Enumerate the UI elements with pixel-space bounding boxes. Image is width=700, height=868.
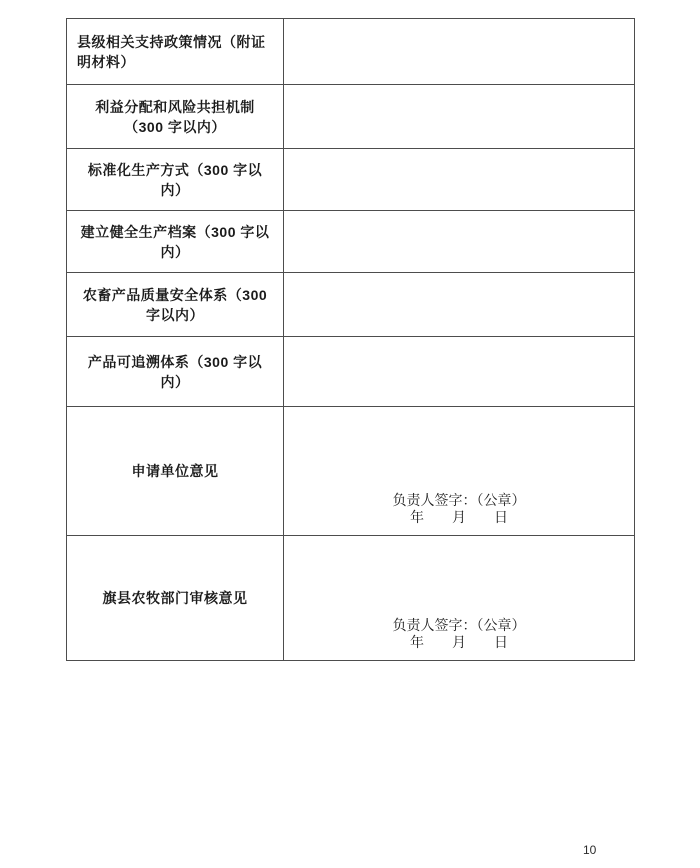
date-line: 年 月 日 — [410, 511, 508, 526]
date-line: 年 月 日 — [410, 636, 508, 651]
row-value-benefit-risk-mechanism[interactable] — [284, 85, 635, 149]
row-label-text: 建立健全生产档案（300 字以内） — [80, 223, 270, 260]
signature-line: 负责人签字：（公章） — [392, 494, 526, 509]
table-row — [67, 337, 635, 407]
table-row — [67, 273, 635, 337]
row-label-text: 旗县农牧部门审核意见 — [102, 590, 248, 606]
row-value-quality-safety-system[interactable] — [284, 273, 635, 337]
application-form-table — [66, 18, 635, 661]
row-label-text: 利益分配和风险共担机制（300 字以内） — [95, 98, 255, 135]
row-label-production-records — [67, 211, 284, 273]
row-value-county-support-policy[interactable] — [284, 19, 635, 85]
row-value-applicant-unit-opinion[interactable] — [284, 407, 635, 536]
row-label-benefit-risk-mechanism — [67, 85, 284, 149]
row-value-standardized-production[interactable] — [284, 149, 635, 211]
table-row — [67, 407, 635, 536]
row-label-county-support-policy — [67, 19, 284, 85]
table-row — [67, 85, 635, 149]
page-number: 10 — [583, 843, 597, 857]
row-label-text: 县级相关支持政策情况（附证明材料） — [77, 33, 266, 70]
row-label-text: 农畜产品质量安全体系（300 字以内） — [82, 286, 268, 323]
row-value-banner-county-review-opinion[interactable] — [284, 536, 635, 661]
row-label-quality-safety-system — [67, 273, 284, 337]
row-label-text: 申请单位意见 — [131, 463, 219, 479]
table-row — [67, 536, 635, 661]
row-value-traceability-system[interactable] — [284, 337, 635, 407]
table-row — [67, 211, 635, 273]
row-label-text: 标准化生产方式（300 字以内） — [87, 161, 263, 198]
row-label-applicant-unit-opinion — [67, 407, 284, 536]
signature-block — [285, 493, 633, 534]
signature-block — [285, 618, 633, 659]
row-label-traceability-system — [67, 337, 284, 407]
table-row — [67, 19, 635, 85]
row-label-banner-county-review-opinion — [67, 536, 284, 661]
row-value-production-records[interactable] — [284, 211, 635, 273]
row-label-standardized-production — [67, 149, 284, 211]
signature-line: 负责人签字：（公章） — [392, 619, 526, 634]
table-row — [67, 149, 635, 211]
row-label-text: 产品可追溯体系（300 字以内） — [87, 353, 263, 390]
